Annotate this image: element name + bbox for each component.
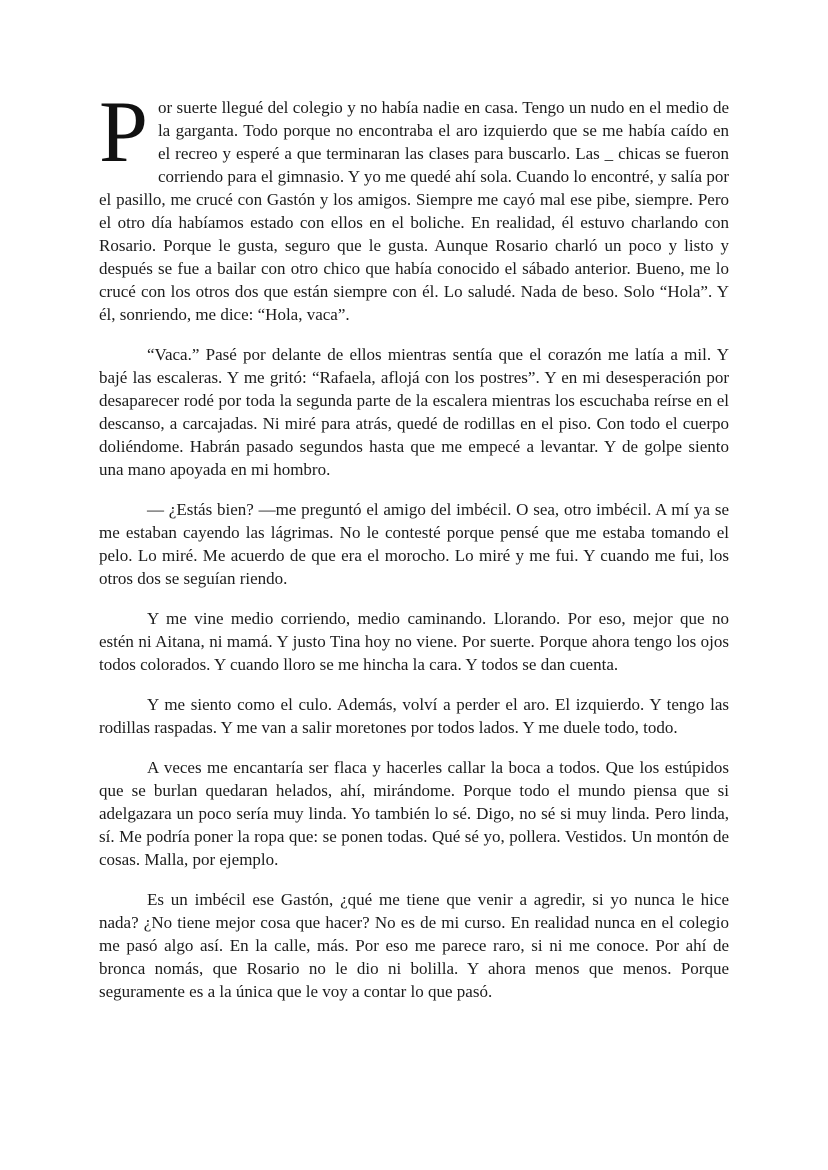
drop-cap-letter: P — [99, 84, 148, 181]
paragraph-vaca: “Vaca.” Pasé por delante de ellos mientras sentía que el corazón me latía a mil. Y bajé las escaleras. Y me gritó: “Rafaela, aflojá con los postres”. Y en mi desesperación por desaparecer rodé por toda la segunda parte de la escalera mientras los escuchaba reírse en el descanso, a carcajadas. Ni miré para atrás, quedé de rodillas en el piso. Con todo el cuerpo doliéndome. Habrán pasado segundos hasta que me empecé a levantar. Y de golpe siento una mano apoyada en mi hombro. — [99, 345, 729, 479]
paragraph-wish-thin: A veces me encantaría ser flaca y hacerles callar la boca a todos. Que los estúpidos que se burlan quedaran helados, ahí, mirándome. Porque todo el mundo piensa que si adelgazara un poco sería muy linda. Yo también lo sé. Digo, no sé si muy linda. Pero linda, sí. Me podría poner la ropa que: se ponen todas. Qué sé yo, pollera. Vestidos. Un montón de cosas. Malla, por ejemplo. — [99, 758, 729, 869]
paragraph-dialogue: — ¿Estás bien? —me preguntó el amigo del imbécil. O sea, otro imbécil. A mí ya se me estaban cayendo las lágrimas. No le contesté porque pensé que me estaba tomando el pelo. Lo miré. Me acuerdo de que era el morocho. Lo miré y me fui. Y cuando me fui, los otros dos se seguían riendo. — [99, 500, 729, 588]
paragraph-gaston: Es un imbécil ese Gastón, ¿qué me tiene que venir a agredir, si yo nunca le hice nada? ¿No tiene mejor cosa que hacer? No es de mi curso. En realidad nunca en el colegio me pasó algo así. En la calle, más. Por eso me parece raro, si ni me conoce. Por ahí de bronca nomás, que Rosario no le dio ni bolilla. Y ahora menos que menos. Porque seguramente es a la única que le voy a contar lo que pasó. — [99, 890, 729, 1001]
opening-paragraph — [99, 84, 729, 326]
opening-paragraph-text: or suerte llegué del colegio y no había nadie en casa. Tengo un nudo en el medio de la garganta. Todo porque no encontraba el aro izquierdo que se me había caído en el recreo y esperé a que terminaran las clases para buscarlo. Las _ chicas se fueron corriendo para el gimnasio. Y yo me quedé ahí sola. Cuando lo encontré, y salía por el pasillo, me crucé con Gastón y los amigos. Siempre me cayó mal ese pibe, siempre. Pero el otro día habíamos estado con ellos en el boliche. En realidad, él estuvo charlando con Rosario. Porque le gusta, seguro que le gusta. Aunque Rosario charló un poco y listo y después se fue a bailar con otro chico que había conocido el sábado anterior. Bueno, me lo crucé con los otros dos que están siempre con él. Lo saludé. Nada de beso. Solo “Hola”. Y él, sonriendo, me dice: “Hola, vaca”. — [99, 98, 729, 324]
paragraph-running-home: Y me vine medio corriendo, medio caminando. Llorando. Por eso, mejor que no estén ni Aitana, ni mamá. Y justo Tina hoy no viene. Por suerte. Porque ahora tengo los ojos todos colorados. Y cuando lloro se me hincha la cara. Y todos se dan cuenta. — [99, 609, 729, 674]
paragraph-feeling-bad: Y me siento como el culo. Además, volví a perder el aro. El izquierdo. Y tengo las rodillas raspadas. Y me van a salir moretones por todos lados. Y me duele todo, todo. — [99, 695, 729, 737]
